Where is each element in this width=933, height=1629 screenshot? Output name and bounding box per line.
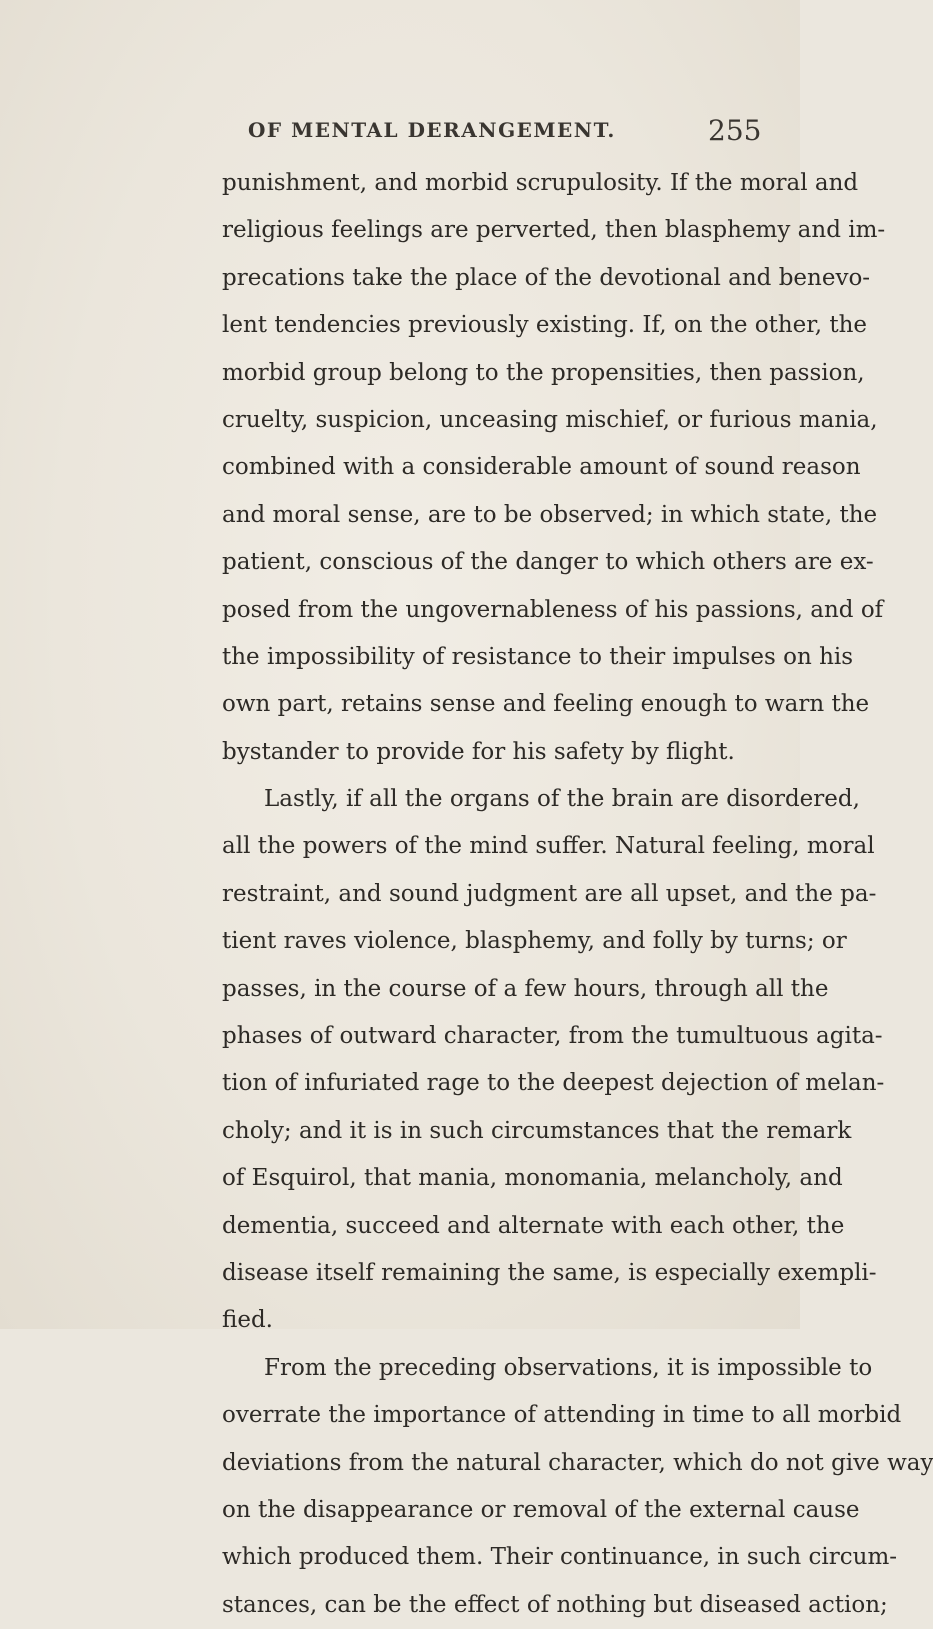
text-line: religious feelings are perverted, then blasphemy and im- (222, 217, 886, 244)
text-line: fied. (222, 1307, 273, 1334)
text-line: the impossibility of resistance to their impulses on his (222, 643, 854, 670)
text-line: lent tendencies previously existing. If, on the other, the (222, 312, 868, 339)
text-line: punishment, and morbid scrupulosity. If the moral and (222, 170, 859, 196)
text-line: all the powers of the mind suffer. Natural feeling, moral (222, 833, 875, 860)
text-line: restraint, and sound judgment are all upset, and the pa- (222, 880, 877, 907)
text-line: which produced them. Their continuance, in such circum- (222, 1544, 898, 1571)
page-number: 255 (708, 114, 762, 147)
text-line: stances, can be the effect of nothing but diseased action; (222, 1591, 888, 1618)
running-title: OF MENTAL DERANGEMENT. (248, 118, 616, 142)
text-line: combined with a considerable amount of sound reason (222, 454, 861, 481)
body-text (222, 160, 933, 1629)
text-line: morbid group belong to the propensities, then passion, (222, 359, 865, 386)
paragraph-start-line: From the preceding observations, it is impossible to (264, 1354, 873, 1381)
text-line: tient raves violence, blasphemy, and folly by turns; or (222, 928, 847, 955)
text-line: cruelty, suspicion, unceasing mischief, or furious mania, (222, 406, 878, 433)
text-line: passes, in the course of a few hours, through all the (222, 975, 829, 1002)
running-head (0, 114, 800, 152)
text-line: disease itself remaining the same, is especially exempli- (222, 1259, 877, 1286)
text-line: patient, conscious of the danger to which others are ex- (222, 549, 874, 576)
text-line: dementia, succeed and alternate with each other, the (222, 1212, 845, 1239)
text-line: of Esquirol, that mania, monomania, melancholy, and (222, 1165, 843, 1192)
text-line: bystander to provide for his safety by flight. (222, 738, 735, 765)
text-line: precations take the place of the devotional and benevo- (222, 264, 871, 291)
text-line: choly; and it is in such circumstances that the remark (222, 1117, 852, 1144)
text-line: overrate the importance of attending in time to all morbid (222, 1402, 902, 1429)
text-line: on the disappearance or removal of the external cause (222, 1496, 860, 1523)
text-line: posed from the ungovernableness of his passions, and of (222, 596, 884, 623)
text-line: phases of outward character, from the tumultuous agita- (222, 1023, 883, 1050)
text-line: and moral sense, are to be observed; in which state, the (222, 501, 878, 528)
text-line: deviations from the natural character, which do not give way (222, 1449, 933, 1476)
text-line: own part, retains sense and feeling enough to warn the (222, 691, 870, 718)
paragraph-start-line: Lastly, if all the organs of the brain are disordered, (264, 786, 860, 813)
text-line: tion of infuriated rage to the deepest dejection of melan- (222, 1070, 885, 1097)
